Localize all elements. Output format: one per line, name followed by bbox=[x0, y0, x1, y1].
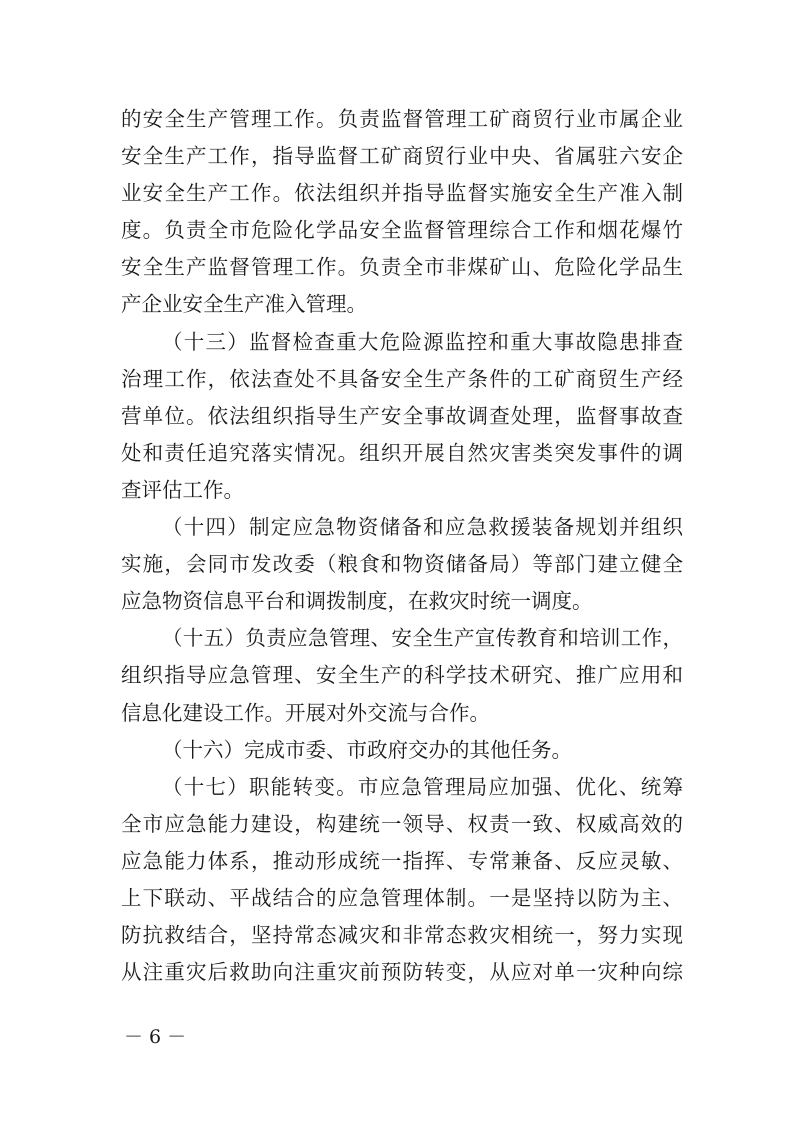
text-line: 治理工作，依法查处不具备安全生产条件的工矿商贸生产经 bbox=[121, 366, 683, 391]
page-number: － 6 － bbox=[124, 1026, 187, 1048]
text-line: 业安全生产工作。依法组织并指导监督实施安全生产准入制 bbox=[121, 181, 683, 206]
text-line: 安全生产监督管理工作。负责全市非煤矿山、危险化学品生 bbox=[121, 255, 683, 280]
paragraph-item-13 bbox=[121, 324, 683, 509]
text-line: 处和责任追究落实情况。组织开展自然灾害类突发事件的调 bbox=[121, 440, 683, 465]
text-line: （十七）职能转变。市应急管理局应加强、优化、统筹 bbox=[162, 774, 683, 799]
text-line: 组织指导应急管理、安全生产的科学技术研究、推广应用和 bbox=[121, 663, 683, 688]
text-line: 产企业安全生产准入管理。 bbox=[121, 292, 367, 317]
text-line: 应急能力体系，推动形成统一指挥、专常兼备、反应灵敏、 bbox=[121, 848, 683, 873]
paragraph-item-17 bbox=[121, 769, 683, 992]
text-line: 从注重灾后救助向注重灾前预防转变，从应对单一灾种向综 bbox=[121, 960, 683, 985]
text-line: 全市应急能力建设，构建统一领导、权责一致、权威高效的 bbox=[121, 811, 683, 836]
text-line: （十五）负责应急管理、安全生产宣传教育和培训工作， bbox=[162, 626, 683, 651]
text-line: 上下联动、平战结合的应急管理体制。一是坚持以防为主、 bbox=[121, 885, 683, 910]
text-line: 度。负责全市危险化学品安全监督管理综合工作和烟花爆竹 bbox=[121, 218, 683, 243]
text-line: 营单位。依法组织指导生产安全事故调查处理，监督事故查 bbox=[121, 403, 683, 428]
text-line: 的安全生产管理工作。负责监督管理工矿商贸行业市属企业 bbox=[121, 107, 683, 131]
paragraph-item-15 bbox=[121, 620, 683, 731]
paragraph-continuation bbox=[121, 101, 683, 324]
text-line: 实施，会同市发改委（粮食和物资储备局）等部门建立健全 bbox=[121, 552, 683, 577]
text-line: 查评估工作。 bbox=[121, 477, 244, 502]
text-line: （十六）完成市委、市政府交办的其他任务。 bbox=[162, 737, 572, 762]
text-line: 防抗救结合，坚持常态减灾和非常态救灾相统一，努力实现 bbox=[121, 923, 683, 948]
document-body bbox=[121, 101, 683, 991]
text-line: 应急物资信息平台和调拨制度，在救灾时统一调度。 bbox=[121, 589, 593, 614]
text-line: （十四）制定应急物资储备和应急救援装备规划并组织 bbox=[162, 515, 683, 540]
text-line: 安全生产工作，指导监督工矿商贸行业中央、省属驻六安企 bbox=[121, 144, 683, 169]
paragraph-item-16 bbox=[121, 732, 683, 769]
paragraph-item-14 bbox=[121, 509, 683, 620]
text-line: 信息化建设工作。开展对外交流与合作。 bbox=[121, 700, 490, 725]
text-line: （十三）监督检查重大危险源监控和重大事故隐患排查 bbox=[162, 329, 683, 354]
